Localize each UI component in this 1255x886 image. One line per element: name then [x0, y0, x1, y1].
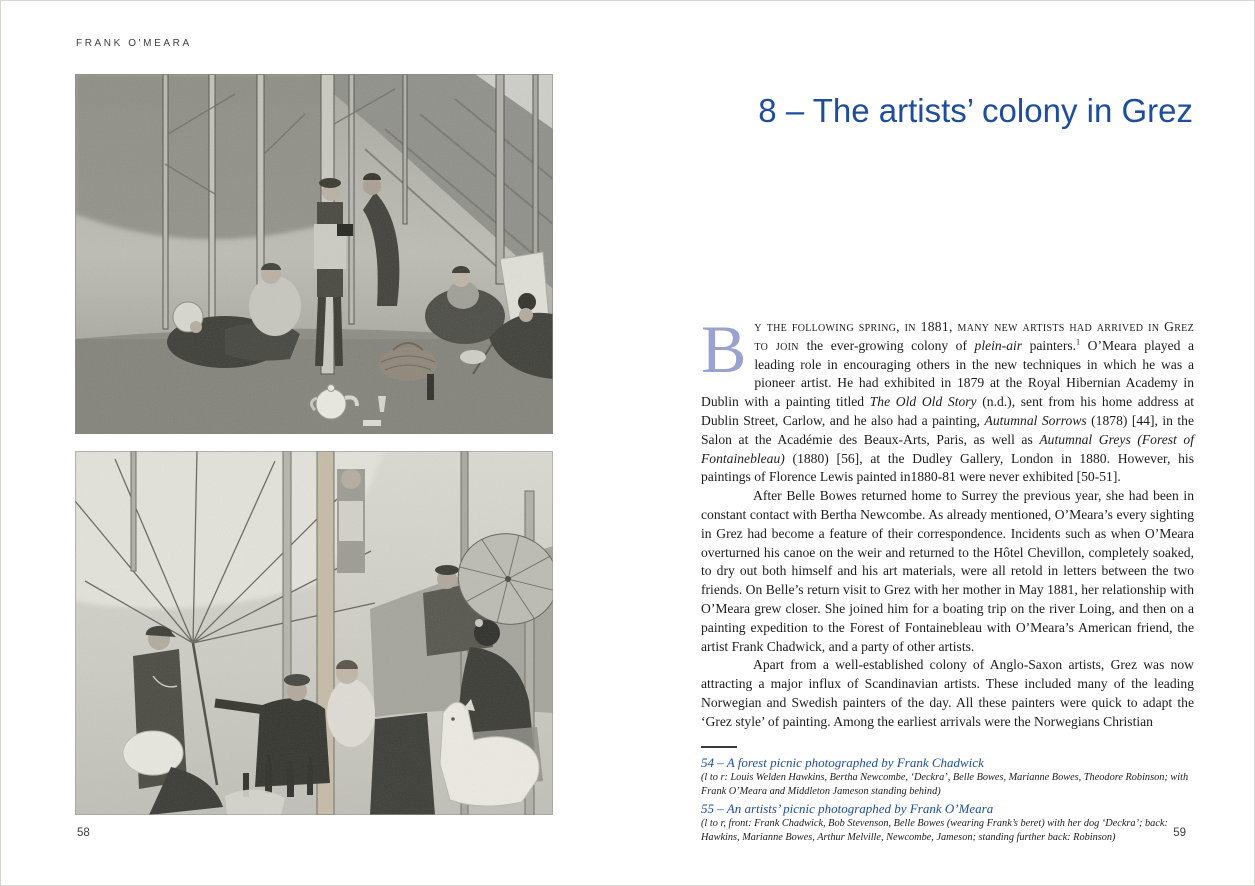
running-header: FRANK O'MEARA: [76, 38, 192, 49]
chapter-title: 8 – The artists’ colony in Grez: [758, 92, 1193, 130]
caption-detail: (l to r: Louis Welden Hawkins, Bertha Newcombe, ‘Deckra’, Belle Bowes, Marianne Bowes, Theodore Robinson; with Frank O’Meara and Middleton Jameson standing behind): [701, 772, 1189, 797]
dropcap: B: [701, 311, 747, 387]
caption-title: 54 – A forest picnic photographed by Frank Chadwick: [701, 754, 984, 770]
right-page-column: [701, 311, 1195, 845]
captions: [701, 746, 1201, 845]
footnote-rule: [701, 746, 737, 748]
forest-picnic-illustration: [75, 74, 553, 434]
paragraph: By the following spring, in 1881, many new artists had arrived in Grez to join the ever-growing colony of plein-air painters.$^1$ O’Meara played a leading role in encouraging others in the new techniques in which he was a pioneer artist. He had exhibited in 1879 at the Royal Hibernian Academy in Dublin with a painting titled The Old Old Story (n.d.), sent from his home address at Dublin Street, Carlow, and he also had a painting, Autumnal Sorrows (1878) [44], in the Salon at the Académie des Beaux-Arts, Paris, as well as Autumnal Greys (Forest of Fontainebleau) (1880) [56], at the Dudley Gallery, London in 1880. However, his paintings of Florence Lewis painted in1880-81 were never exhibited [50-51].: [701, 311, 1195, 485]
paragraph: Apart from a well-established colony of Anglo-Saxon artists, Grez was now attracting a major influx of Scandinavian artists. These included many of the leading Norwegian and Swedish painters of the day. All these painters were quick to adapt the ‘Grez style’ of painting. Among the earliest arrivals were the Norwegians Christian: [701, 657, 1194, 729]
photo-artists-picnic: [75, 451, 553, 815]
paragraph: After Belle Bowes returned home to Surrey the previous year, she had been in constant contact with Bertha Newcombe. As already mentioned, O’Meara’s every sighting in Grez had become a feature of their correspondence. Incidents such as when O’Meara overturned his canoe on the weir and returned to the Hôtel Chevillon, completely soaked, to dry out both himself and his art materials, were all retold in letters between the two friends. On Belle’s return visit to Grez with her mother in May 1881, her relationship with O’Meara grew closer. She joined him for a boating trip on the river Loing, and then on a painting expedition to the Forest of Fontainebleau with O’Meara’s American friend, the artist Frank Chadwick, and a party of other artists.: [701, 488, 1194, 654]
caption-detail: (l to r, front: Frank Chadwick, Bob Stevenson, Belle Bowes (wearing Frank’s beret) with her dog ‘Deckra’; back: Hawkins, Marianne Bowes, Arthur Melville, Newcombe, Jameson; standing further back: Robinson): [701, 818, 1168, 843]
page-number-right: 59: [1173, 827, 1186, 839]
artists-picnic-illustration: [75, 451, 553, 815]
smallcaps-opener: y the following spring, in 1881, many new artists had arrived in Grez to join: [754, 319, 1194, 353]
caption-title: 55 – An artists’ picnic photographed by Frank O’Meara: [701, 800, 994, 816]
photo-forest-picnic: [75, 74, 553, 434]
page-number-left: 58: [77, 827, 90, 839]
footnote-marker: 1: [1076, 337, 1081, 347]
body-text: [701, 311, 1195, 732]
